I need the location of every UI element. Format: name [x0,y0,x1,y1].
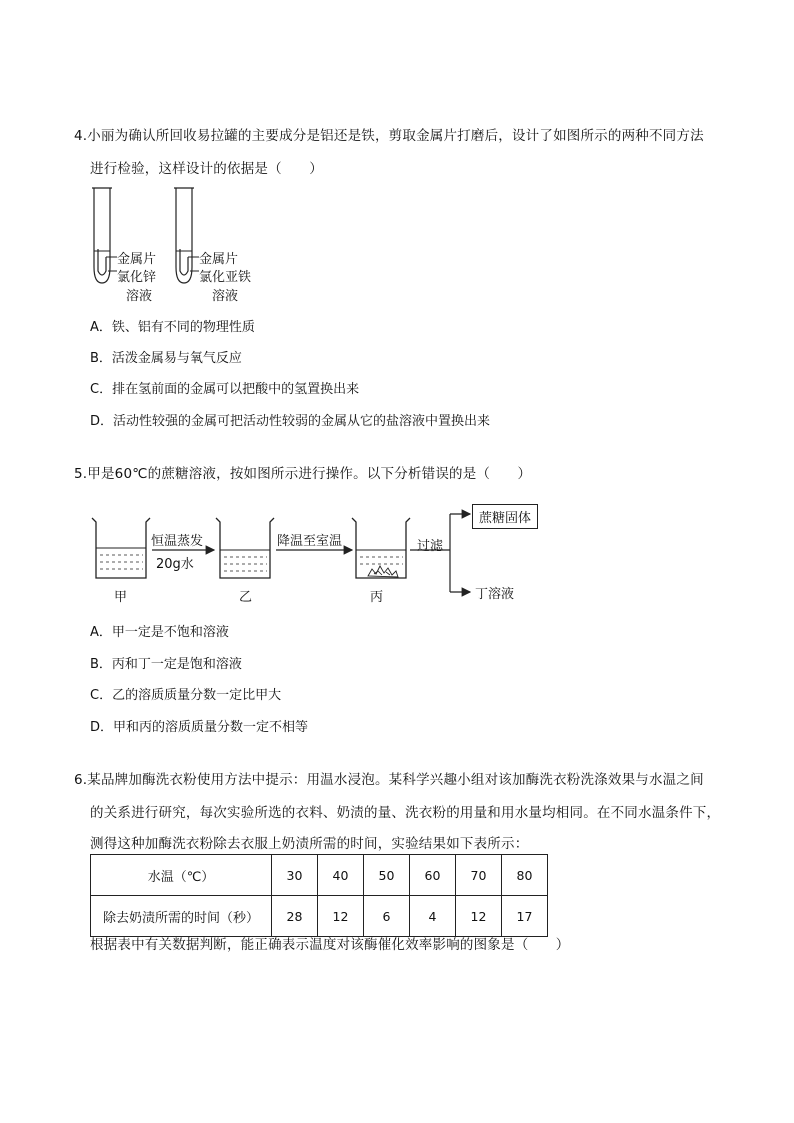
step3-label: 过滤 [417,539,444,554]
tube2-solution-label-2: 溶液 [212,289,239,304]
table-cell: 28 [272,896,318,937]
step1-top-label: 恒温蒸发 [151,534,204,549]
q6-stem-line3: 测得这种加酶洗衣粉除去衣服上奶渍所需的时间，实验结果如下表所示： [90,836,529,852]
table-cell: 4 [410,896,456,937]
beaker-2-label: 乙 [239,590,253,605]
sugar-solid-box: 蔗糖固体 [472,504,538,529]
table-row [91,896,548,937]
table-cell: 80 [502,855,548,896]
step2-label: 降温至室温 [277,534,343,549]
table-cell: 60 [410,855,456,896]
tube1-metal-label: 金属片 [117,252,157,267]
tube1-solution-label-2: 溶液 [126,289,153,304]
filtrate-label: 丁溶液 [475,587,515,602]
table-cell: 12 [456,896,502,937]
table-cell: 6 [364,896,410,937]
q4-option-c[interactable]: C．排在氢前面的金属可以把酸中的氢置换出来 [90,382,360,397]
table-cell: 40 [318,855,364,896]
q4-option-d[interactable]: D．活动性较强的金属可把活动性较弱的金属从它的盐溶液中置换出来 [90,414,491,429]
q4-stem-line2: 进行检验，这样设计的依据是（ ） [90,161,323,177]
table-cell: 30 [272,855,318,896]
table-cell: 12 [318,896,364,937]
q6-stem-line4: 根据表中有关数据判断，能正确表示温度对该酶催化效率影响的图象是（ ） [90,937,570,953]
enzyme-data-table [90,854,548,937]
beaker-3-label: 丙 [370,590,384,605]
beaker-1-label: 甲 [114,590,128,605]
q6-stem-line2: 的关系进行研究，每次实验所选的衣料、奶渍的量、洗衣粉的用量和用水量均相同。在不同水温条件下， [90,805,721,821]
q4-stem-line1: 4.小丽为确认所回收易拉罐的主要成分是铝还是铁，剪取金属片打磨后，设计了如图所示的两种不同方法 [74,128,704,144]
step1-bottom-label: 20g水 [156,557,194,572]
tube2-solution-label: 氯化亚铁 [199,270,252,285]
table-row-header: 除去奶渍所需的时间（秒） [91,896,272,937]
q5-option-b[interactable]: B．丙和丁一定是饱和溶液 [90,657,242,672]
table-cell: 70 [456,855,502,896]
table-row-header: 水温（℃） [91,855,272,896]
table-cell: 50 [364,855,410,896]
q5-stem-line1: 5.甲是60℃的蔗糖溶液，按如图所示进行操作。以下分析错误的是（ ） [74,466,532,482]
table-row [91,855,548,896]
tube1-solution-label: 氯化锌 [117,270,157,285]
q6-stem-line1: 6.某品牌加酶洗衣粉使用方法中提示：用温水浸泡。某科学兴趣小组对该加酶洗衣粉洗涤效果与水温之间 [74,772,704,788]
q4-option-b[interactable]: B．活泼金属易与氧气反应 [90,351,242,366]
table-cell: 17 [502,896,548,937]
q4-option-a[interactable]: A．铁、铝有不同的物理性质 [90,320,255,335]
q5-option-a[interactable]: A．甲一定是不饱和溶液 [90,625,229,640]
q5-option-c[interactable]: C．乙的溶质质量分数一定比甲大 [90,688,282,703]
q5-option-d[interactable]: D．甲和丙的溶质质量分数一定不相等 [90,720,309,735]
tube2-metal-label: 金属片 [199,252,239,267]
